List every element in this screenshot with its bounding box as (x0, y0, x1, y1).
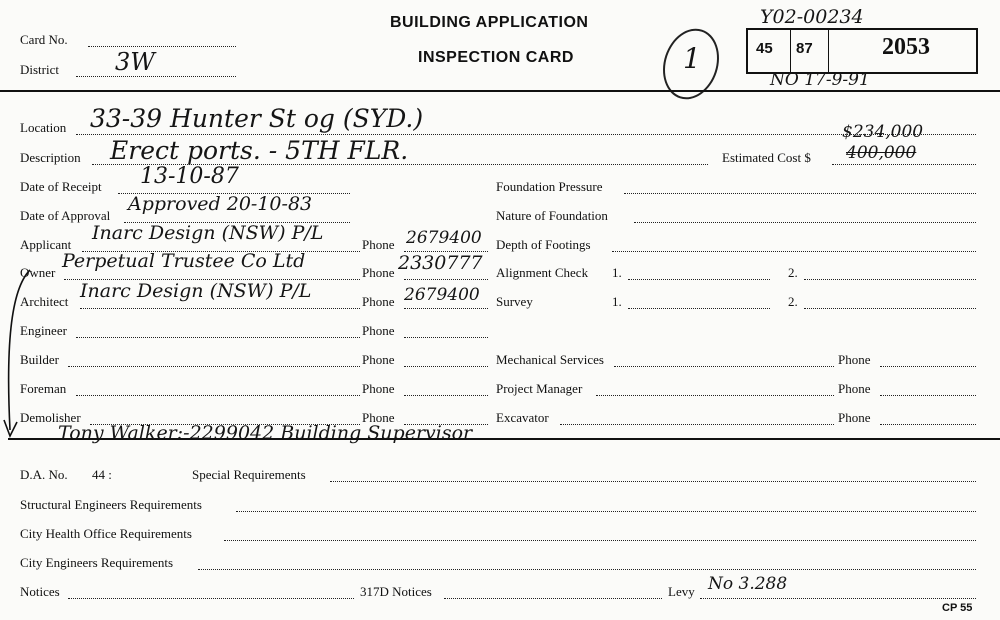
architect-phone-line (404, 308, 488, 309)
owner-phone-line (404, 279, 488, 280)
foreman-line (76, 395, 360, 396)
mechanical-phone-label: Phone (838, 352, 871, 367)
project-manager-phone-label: Phone (838, 381, 871, 396)
city-eng-line (198, 569, 976, 570)
architect-label: Architect (20, 294, 69, 309)
special-line (330, 481, 976, 482)
engineer-phone-line (404, 337, 488, 338)
receipt-value: 13-10-87 (140, 164, 239, 189)
notices317-line (444, 598, 662, 599)
excavator-label: Excavator (496, 410, 549, 425)
applicant-phone-label: Phone (362, 237, 395, 252)
builder-phone-label: Phone (362, 352, 395, 367)
foreman-phone-label: Phone (362, 381, 395, 396)
demolisher-label: Demolisher (20, 410, 81, 425)
levy-line (700, 598, 976, 599)
description-value: Erect ports. - 5TH FLR. (110, 136, 409, 165)
builder-label: Builder (20, 352, 59, 367)
nature-foundation-label: Nature of Foundation (496, 208, 608, 223)
survey-one: 1. (612, 294, 622, 309)
location-label: Location (20, 120, 67, 135)
header-rule (0, 90, 1000, 92)
structural-line (236, 511, 976, 512)
notices-label: Notices (20, 584, 60, 599)
alignment-line-1 (628, 279, 770, 280)
location-line (76, 134, 976, 135)
circled-number-value: 1 (683, 42, 701, 75)
alignment-two: 2. (788, 265, 798, 280)
survey-line-1 (628, 308, 770, 309)
owner-phone-label: Phone (362, 265, 395, 280)
builder-line (68, 366, 360, 367)
applicant-label: Applicant (20, 237, 72, 252)
district-label: District (20, 62, 59, 77)
survey-two: 2. (788, 294, 798, 309)
excavator-phone-line (880, 424, 976, 425)
levy-label: Levy (668, 584, 695, 599)
form-code: CP 55 (942, 602, 973, 614)
levy-value: No 3.288 (708, 574, 788, 594)
architect-value: Inarc Design (NSW) P/L (80, 280, 312, 302)
nature-foundation-line (634, 222, 976, 223)
title-line2: INSPECTION CARD (418, 49, 574, 66)
project-manager-phone-line (880, 395, 976, 396)
owner-label: Owner (20, 265, 56, 280)
special-label: Special Requirements (192, 467, 306, 482)
city-eng-label: City Engineers Requirements (20, 555, 174, 570)
estimated-cost-struck: 400,000 (846, 143, 917, 163)
box-cell1: 45 (756, 40, 773, 57)
mechanical-line (614, 366, 834, 367)
location-value: 33-39 Hunter St og (SYD.) (90, 104, 424, 133)
estimated-cost-value: $234,000 (842, 122, 924, 142)
applicant-value: Inarc Design (NSW) P/L (92, 222, 324, 244)
foreman-phone-line (404, 395, 488, 396)
estimated-cost-label: Estimated Cost $ (722, 150, 811, 165)
engineer-label: Engineer (20, 323, 67, 338)
survey-label: Survey (496, 294, 533, 309)
depth-footings-line (612, 251, 976, 252)
project-manager-line (596, 395, 834, 396)
approval-label: Date of Approval (20, 208, 111, 223)
notices317-label: 317D Notices (360, 584, 432, 599)
owner-phone: 2330777 (398, 252, 483, 274)
architect-line (80, 308, 360, 309)
box-cell2: 87 (796, 40, 813, 57)
structural-label: Structural Engineers Requirements (20, 497, 202, 512)
health-line (224, 540, 976, 541)
architect-phone-label: Phone (362, 294, 395, 309)
builder-phone-line (404, 366, 488, 367)
alignment-label: Alignment Check (496, 265, 589, 280)
alignment-one: 1. (612, 265, 622, 280)
card-no-label: Card No. (20, 32, 68, 47)
box-divider-2 (828, 30, 829, 72)
application-number-box (746, 28, 978, 74)
excavator-phone-label: Phone (838, 410, 871, 425)
demolisher-phone-label: Phone (362, 410, 395, 425)
estimated-cost-line (832, 164, 976, 165)
mechanical-label: Mechanical Services (496, 352, 604, 367)
card-no-line (88, 46, 236, 47)
owner-value: Perpetual Trustee Co Ltd (62, 250, 306, 272)
engineer-phone-label: Phone (362, 323, 395, 338)
approval-value: Approved 20-10-83 (128, 193, 313, 215)
project-manager-label: Project Manager (496, 381, 583, 396)
survey-line-2 (804, 308, 976, 309)
description-label: Description (20, 150, 81, 165)
ref-handwritten: Y02-00234 (760, 6, 864, 28)
supervisor-note: Tony Walker:-2299042 Building Supervisor (58, 422, 473, 444)
da-label: D.A. No. (20, 467, 68, 482)
box-divider-1 (790, 30, 791, 72)
receipt-label: Date of Receipt (20, 179, 102, 194)
da-value: 44 : (92, 467, 112, 482)
architect-phone: 2679400 (404, 285, 480, 305)
title-line1: BUILDING APPLICATION (390, 14, 589, 31)
applicant-phone: 2679400 (406, 228, 482, 248)
box-number: 2053 (882, 34, 930, 60)
engineer-line (76, 337, 360, 338)
foundation-pressure-label: Foundation Pressure (496, 179, 603, 194)
district-value: 3W (115, 48, 155, 76)
middle-rule (8, 438, 1000, 440)
box-note: NO 17-9-91 (770, 70, 870, 90)
alignment-line-2 (804, 279, 976, 280)
health-label: City Health Office Requirements (20, 526, 192, 541)
notices-line (68, 598, 354, 599)
excavator-line (560, 424, 834, 425)
handwritten-arrow (0, 260, 40, 450)
foundation-pressure-line (624, 193, 976, 194)
foreman-label: Foreman (20, 381, 67, 396)
depth-footings-label: Depth of Footings (496, 237, 591, 252)
mechanical-phone-line (880, 366, 976, 367)
district-line (76, 76, 236, 77)
